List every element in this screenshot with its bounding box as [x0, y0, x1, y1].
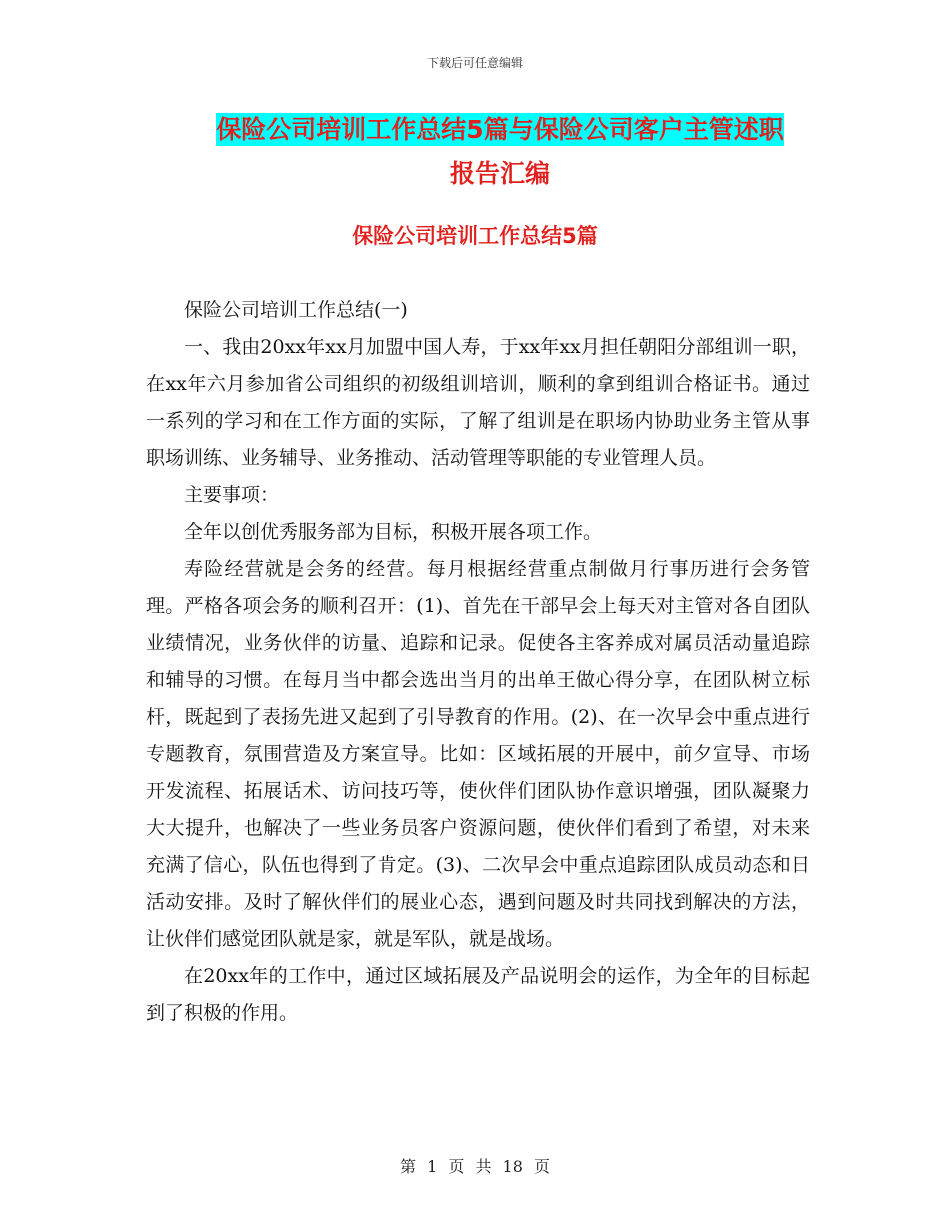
section-title: 保险公司培训工作总结5篇: [352, 224, 598, 248]
paragraph-heading: 主要事项：: [184, 484, 280, 506]
document-title-line-1: 保险公司培训工作总结5篇与保险公司客户主管述职: [216, 115, 784, 144]
document-body: [146, 292, 810, 1032]
paragraph: 全年以创优秀服务部为目标，积极开展各项工作。: [184, 521, 603, 543]
header-note: 下载后可任意编辑: [426, 56, 523, 70]
paragraph: 一、我由20xx年xx月加盟中国人寿，于xx年xx月担任朝阳分部组训一职，在xx年六月参加省公司组织的初级组训培训，顺利的拿到组训合格证书。通过一系列的学习和在工作方面的实际，了解了组训是在职场内协助业务主管从事职场训练、业务辅导、业务推动、活动管理等职能的专业管理人员。: [146, 336, 810, 469]
paragraph-subtitle: 保险公司培训工作总结(一): [184, 299, 408, 321]
document-title-line-2: 报告汇编: [449, 159, 550, 188]
page-number: 第 1 页 共 18 页: [400, 1157, 550, 1176]
document-title: [150, 108, 850, 196]
paragraph: 寿险经营就是会务的经营。每月根据经营重点制做月行事历进行会务管理。严格各项会务的顺利召开：(1)、首先在干部早会上每天对主管对各自团队业绩情况，业务伙伴的访量、追踪和记录。促使各主客养成对属员活动量追踪和辅导的习惯。在每月当中都会选出当月的出单王做心得分享，在团队树立标杆，既起到了表扬先进又起到了引导教育的作用。(2)、在一次早会中重点进行专题教育，氛围营造及方案宣导。比如：区域拓展的开展中，前夕宣导、市场开发流程、拓展话术、访问技巧等，使伙伴们团队协作意识增强，团队凝聚力大大提升，也解决了一些业务员客户资源问题，使伙伴们看到了希望，对未来充满了信心，队伍也得到了肯定。(3)、二次早会中重点追踪团队成员动态和日活动安排。及时了解伙伴们的展业心态，遇到问题及时共同找到解决的方法，让伙伴们感觉团队就是家，就是军队，就是战场。: [146, 558, 810, 950]
paragraph: 在20xx年的工作中，通过区域拓展及产品说明会的运作，为全年的目标起到了积极的作用。: [146, 965, 810, 1024]
